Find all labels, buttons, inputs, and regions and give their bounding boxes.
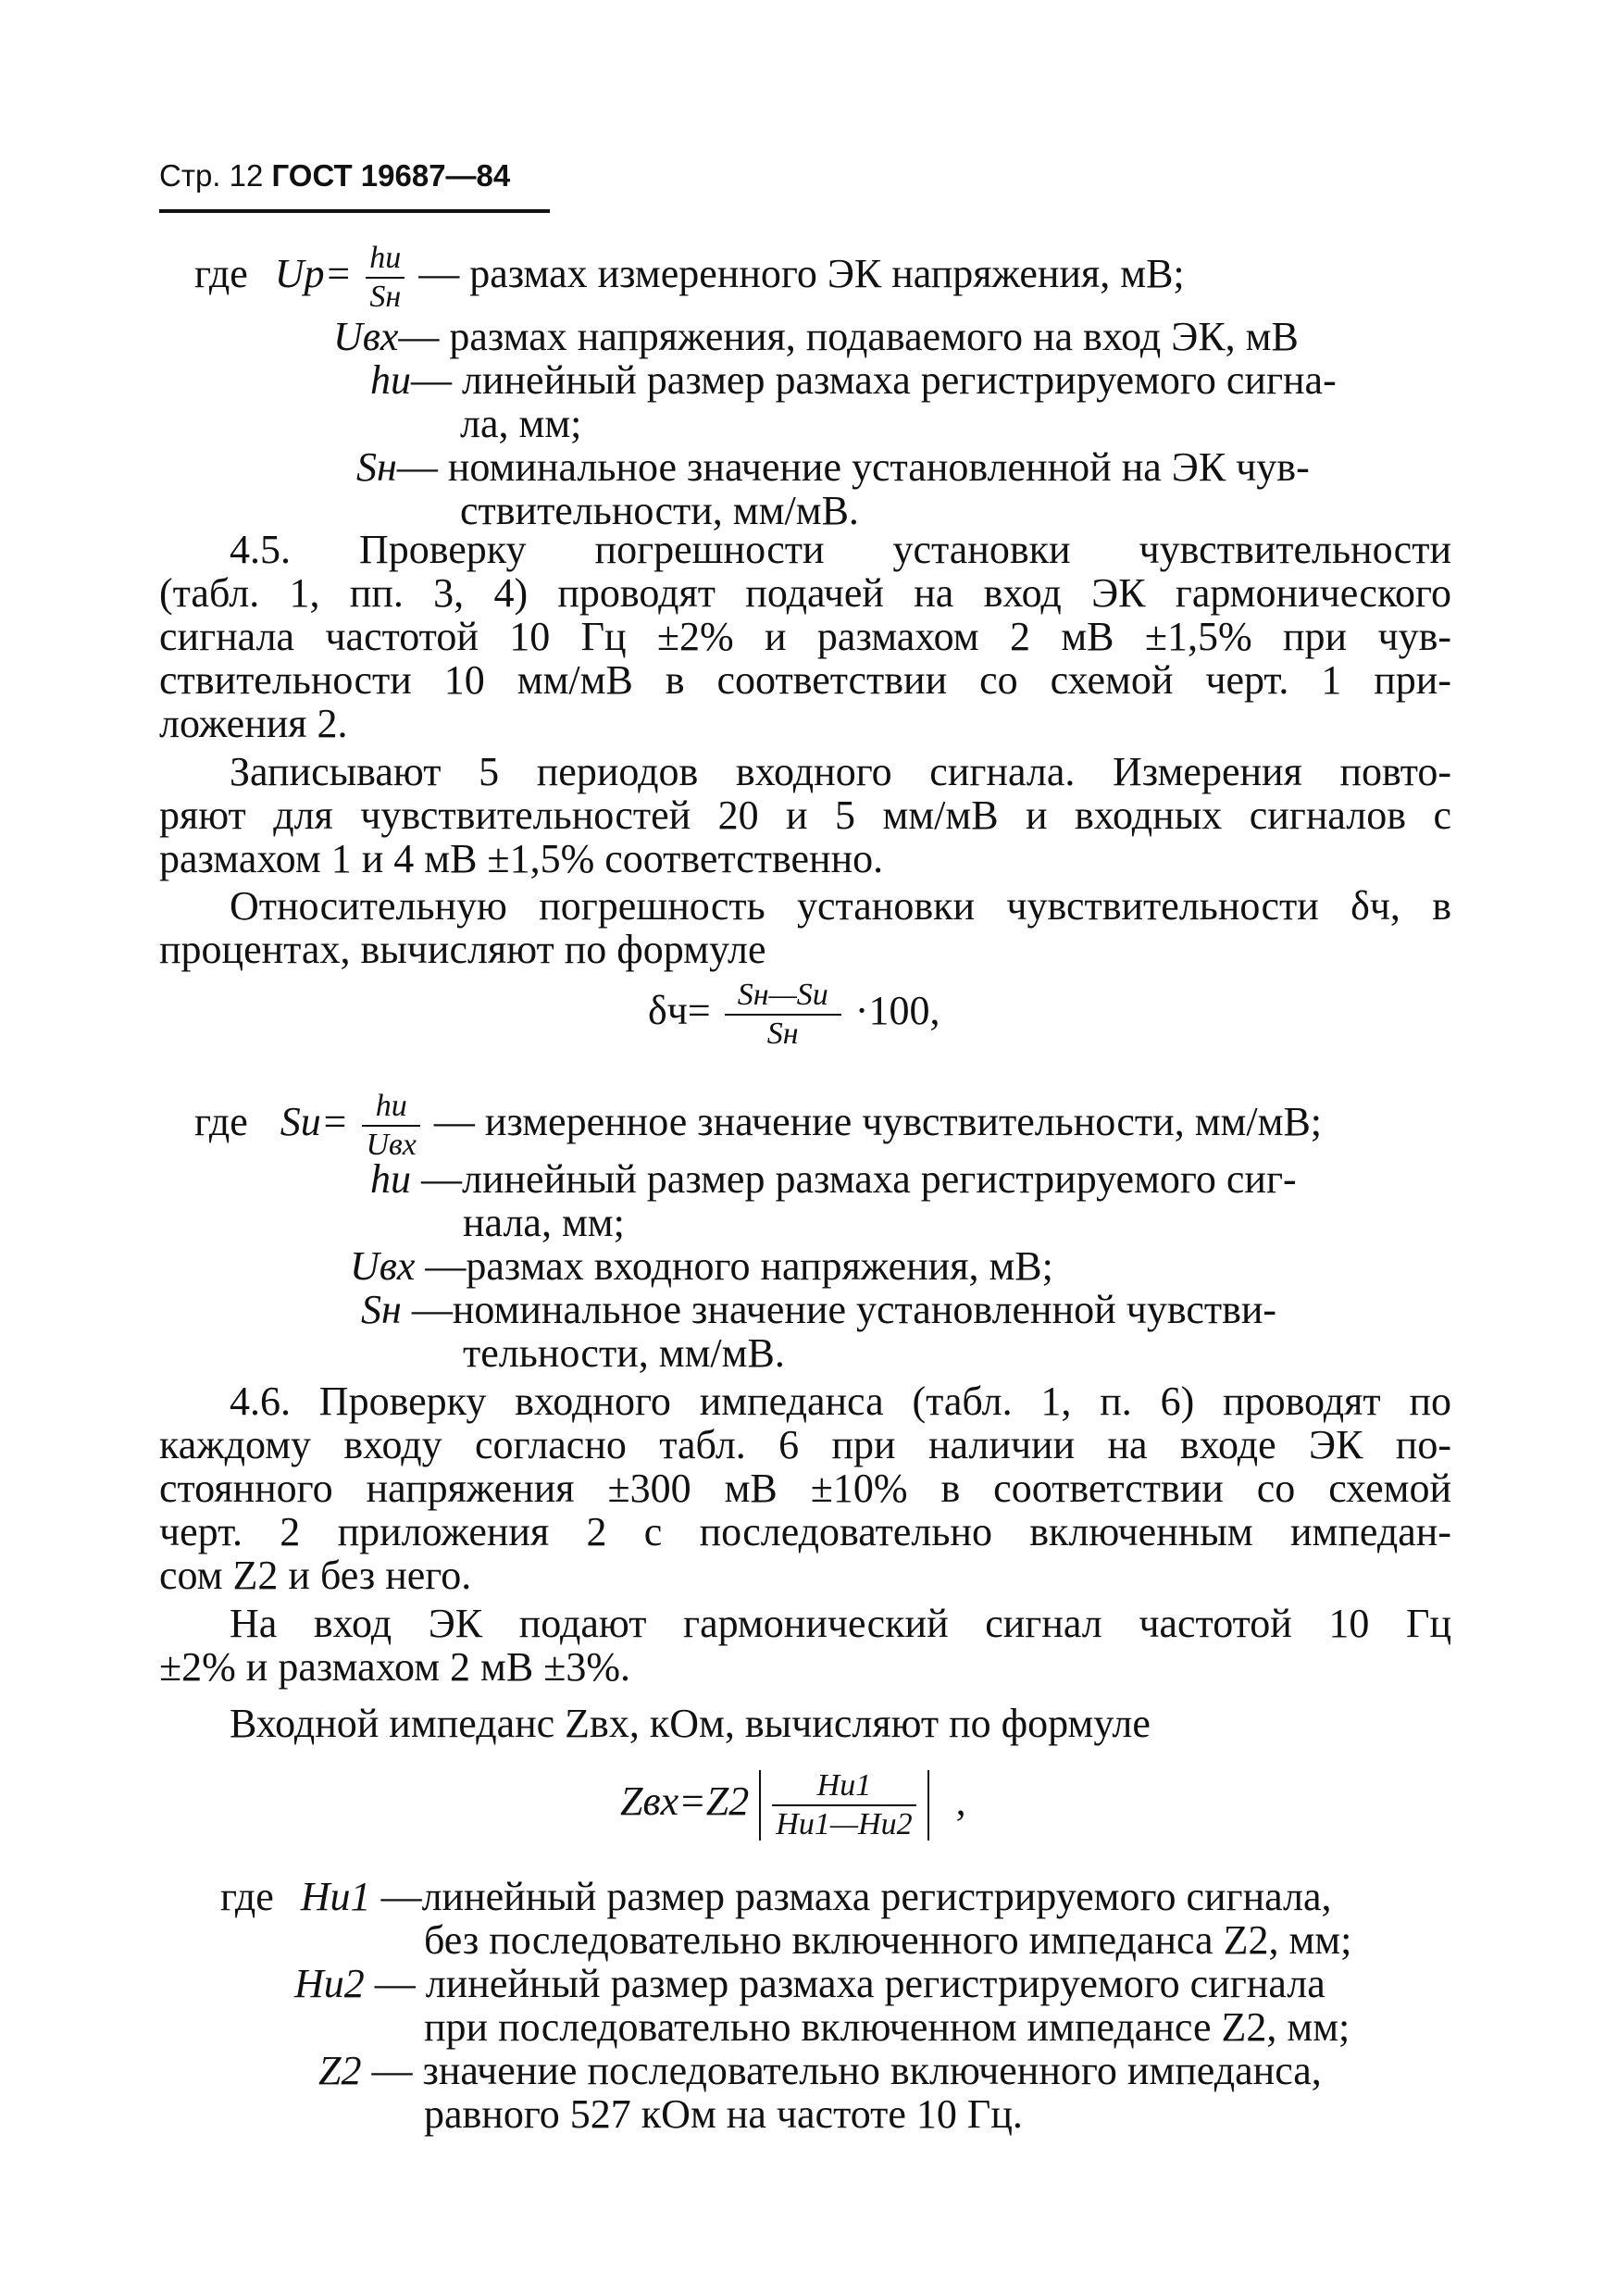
definition-text: линейный размер размаха регистрируемого сиг- [462,1156,1297,1202]
definition-text: линейный размер размаха регистрируемого сигнала [425,1961,1326,2006]
symbol: Hu1 [300,1874,371,1919]
standard-code: ГОСТ 19687—84 [271,158,511,193]
defs3-item-1-cont: без последовательно включенного импеданса Z2, мм; [424,1917,1352,1963]
defs2-item-1-cont: нала, мм; [463,1200,625,1245]
fraction [366,243,404,313]
definition-text: размах напряжения, подаваемого на вход ЭК, мВ [449,314,1299,359]
defs3-item-3 [318,2049,1322,2092]
symbol: hu [370,1156,411,1202]
definition-text: линейный размер размаха регистрируемого сигнала, [421,1874,1332,1919]
defs3-item-3-cont: равного 527 кОм на частоте 10 Гц. [424,2091,1023,2137]
formula-rhs: , [955,1778,966,1825]
definition-text: линейный размер размаха регистрируемого сигна- [462,357,1337,403]
defs2-item-2 [350,1244,1053,1288]
gde-label: где [194,1099,248,1145]
formula-lhs: Su= [280,1099,349,1145]
defs3-item-2-cont: при последовательно включенном импедансе Z2, мм; [424,2004,1350,2050]
fraction [725,980,841,1050]
fraction-numerator: Hu1 [772,1770,915,1806]
para46-line-5: сом Z2 и без него. [159,1553,472,1598]
fraction-numerator: hu [366,243,404,279]
defs1-item-3 [356,445,1310,489]
symbol: Hu2 [294,1961,365,2006]
fraction-denominator: Sн [766,1017,799,1051]
symbol: Uвх [333,314,399,359]
definition-text: номинальное значение установленной на ЭК чув- [447,444,1310,490]
definition-text: размах входного напряжения, мВ; [466,1243,1053,1289]
para-write-line-1: Записывают 5 периодов входного сигнала. Измерения повто- [230,749,1451,794]
defs1-first [194,243,1185,313]
symbol: hu [370,357,411,403]
dash: — [425,1243,467,1289]
fraction-denominator: Uвх [366,1128,417,1162]
para45-line-5: ложения 2. [159,701,348,746]
dash: — [411,357,452,403]
para-write-line-2: ряют для чувствительностей 20 и 5 мм/мВ и входных сигналов с [159,792,1451,838]
defs1-item-1 [333,315,1299,358]
dash: — [374,1961,416,2006]
formula-sensitivity-error [648,980,940,1050]
symbol: Sн [361,1287,402,1332]
para-feed-line-1: На вход ЭК подают гармонический сигнал частотой 10 Гц [230,1601,1451,1646]
gde-label: где [194,251,248,297]
fraction [362,1091,419,1161]
para45-line-3: сигнала частотой 10 Гц ±2% и размахом 2 мВ ±1,5% при чув- [159,614,1451,659]
definition-text: — размах измеренного ЭК напряжения, мВ; [418,251,1185,297]
dash: — [398,314,440,359]
para45-line-1: 4.5. Проверку погрешности установки чувствительности [230,527,1451,572]
formula-lhs: Uр= [274,251,353,297]
defs3-item-2 [294,1962,1326,2005]
dash: — [371,2048,413,2093]
defs1-item-2 [370,358,1337,402]
defs2-item-3 [361,1288,1276,1331]
formula-lhs: Zвх=Z2 [620,1778,750,1825]
symbol: Z2 [318,2048,362,2093]
defs2-item-3-cont: тельности, мм/мВ. [463,1330,785,1376]
formula-lhs: δч= [648,988,711,1034]
absolute-value [759,1770,928,1841]
fraction-denominator: Sн [369,280,402,314]
para-rel-line-1: Относительную погрешность установки чувствительности δч, в [230,883,1451,929]
fraction [772,1770,915,1841]
para-write-line-3: размахом 1 и 4 мВ ±1,5% соответственно. [159,836,884,881]
definition-text: номинальное значение установленной чувстви- [452,1287,1277,1332]
fraction-numerator: Sн—Su [725,980,841,1016]
definition-text: значение последовательно включенного импеданса, [422,2048,1322,2093]
defs1-item-2-cont: ла, мм; [460,401,582,446]
para45-line-4: ствительности 10 мм/мВ в соответствии со схемой черт. 1 при- [159,657,1451,703]
defs2-first [194,1091,1322,1161]
formula-rhs: ·100, [854,988,940,1034]
para-rel-line-2: процентах, вычисляют по формуле [159,927,766,972]
para46-line-2: каждому входу согласно табл. 6 при наличии на входе ЭК по- [159,1422,1451,1467]
definition-text: — измеренное значение чувствительности, мм/мВ; [433,1099,1323,1145]
dash: — [380,1874,422,1919]
para46-line-4: черт. 2 приложения 2 с последовательно включенным импедан- [159,1509,1451,1554]
dash: — [411,1287,453,1332]
gde-label: где [220,1874,274,1919]
page-header [159,157,550,213]
fraction-numerator: hu [362,1091,419,1127]
para46-line-3: стоянного напряжения ±300 мВ ±10% в соответствии со схемой [159,1466,1451,1511]
para45-line-2: (табл. 1, пп. 3, 4) проводят подачей на вход ЭК гармонического [159,570,1451,616]
symbol: Sн [356,444,397,490]
symbol: Uвх [350,1243,416,1289]
para46-line-1: 4.6. Проверку входного импеданса (табл. 1, п. 6) проводят по [230,1379,1451,1424]
dash: — [396,444,438,490]
fraction-denominator: Hu1—Hu2 [776,1807,913,1841]
formula-input-impedance [620,1770,966,1841]
page-number: Стр. 12 [159,158,264,193]
para-feed-line-2: ±2% и размахом 2 мВ ±3%. [159,1644,631,1690]
dash: — [421,1156,462,1202]
defs2-item-1 [370,1157,1297,1201]
defs3-item-1 [220,1875,1332,1918]
para-impedance: Входной импеданс Zвх, кОм, вычисляют по формуле [230,1701,1151,1746]
defs1-item-3-cont: ствительности, мм/мВ. [460,488,859,533]
